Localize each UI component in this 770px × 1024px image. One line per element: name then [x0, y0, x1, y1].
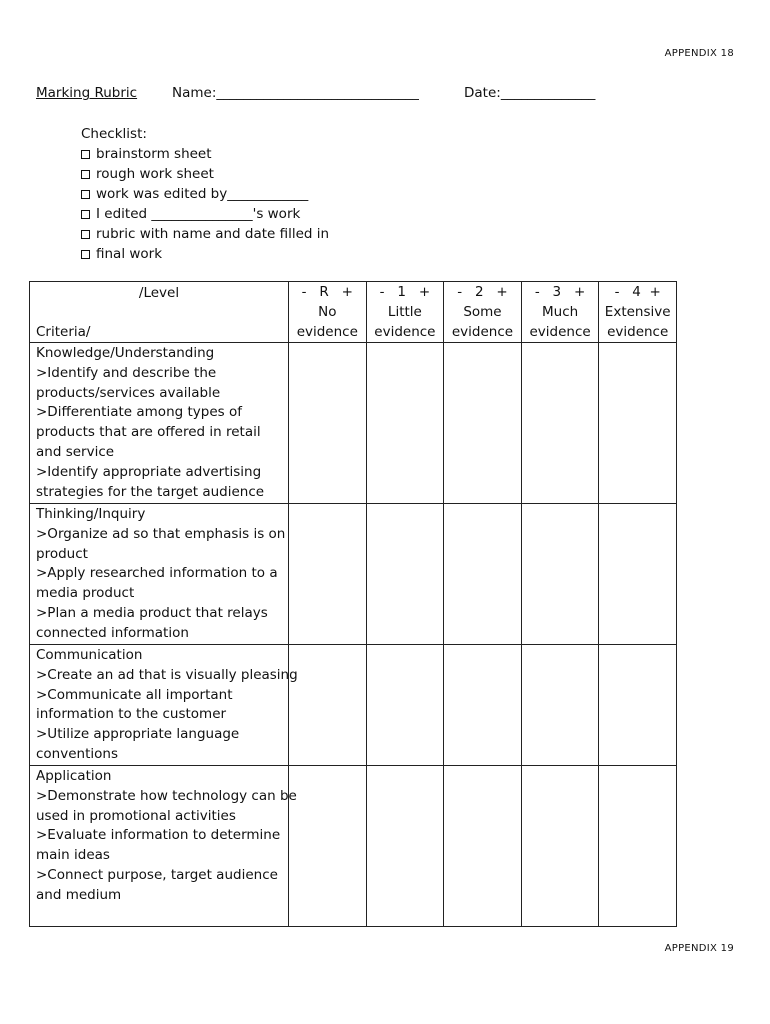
rubric-table: [29, 281, 677, 927]
criteria-line: used in promotional activities: [36, 807, 236, 824]
level-descriptor: evidence: [296, 324, 358, 340]
score-cell[interactable]: [289, 343, 367, 504]
level-header-3: [521, 282, 599, 343]
level-header-2: [444, 282, 522, 343]
criteria-line: conventions: [36, 745, 118, 762]
score-cell[interactable]: [521, 343, 599, 504]
score-cell[interactable]: [366, 504, 444, 645]
checklist-item[interactable]: [81, 224, 329, 244]
checkbox-icon[interactable]: [81, 170, 90, 179]
score-cell[interactable]: [289, 645, 367, 766]
score-cell[interactable]: [444, 504, 522, 645]
criteria-line: and service: [36, 443, 115, 460]
checklist-item[interactable]: [81, 164, 329, 184]
checkbox-icon[interactable]: [81, 150, 90, 159]
level-descriptor: No: [318, 304, 337, 320]
appendix-label-top: APPENDIX 18: [664, 48, 734, 59]
level-descriptor: Extensive: [604, 304, 671, 320]
criteria-heading: Communication: [36, 647, 143, 663]
date-field[interactable]: Date:______________: [464, 85, 596, 101]
criteria-level-header: [30, 282, 289, 343]
score-cell[interactable]: [444, 645, 522, 766]
criteria-line: >Organize ad so that emphasis is on: [36, 525, 286, 542]
checklist-item-label: final work: [96, 246, 163, 262]
score-cell[interactable]: [521, 645, 599, 766]
score-cell[interactable]: [599, 343, 677, 504]
checklist-item[interactable]: [81, 184, 329, 204]
level-descriptor: evidence: [374, 324, 436, 340]
table-row: [30, 766, 677, 927]
checkbox-icon[interactable]: [81, 190, 90, 199]
checklist-heading: Checklist:: [81, 126, 147, 142]
criteria-line: connected information: [36, 624, 189, 641]
criteria-line: >Create an ad that is visually pleasing: [36, 666, 298, 683]
criteria-line: >Apply researched information to a: [36, 565, 278, 582]
score-cell[interactable]: [366, 766, 444, 927]
criteria-line: >Demonstrate how technology can be: [36, 787, 297, 804]
checklist-item[interactable]: [81, 244, 329, 264]
criteria-line: >Plan a media product that relays: [36, 604, 268, 621]
table-header-row: [30, 282, 677, 343]
criteria-line: product: [36, 545, 88, 562]
level-mark: - 4 +: [614, 284, 661, 300]
checklist-item-label: rough work sheet: [96, 166, 214, 182]
rubric-title: Marking Rubric: [36, 85, 138, 101]
checklist: [81, 124, 329, 264]
checkbox-icon[interactable]: [81, 250, 90, 259]
criteria-line: >Utilize appropriate language: [36, 726, 240, 743]
rubric-header: [36, 85, 596, 101]
level-descriptor: Much: [541, 304, 579, 320]
criteria-line: products/services available: [36, 384, 221, 401]
criteria-line: media product: [36, 585, 135, 602]
criteria-line: >Differentiate among types of: [36, 404, 242, 421]
name-field[interactable]: Name:______________________________: [172, 85, 419, 101]
criteria-heading: Knowledge/Understanding: [36, 345, 215, 361]
checklist-item-label: rubric with name and date filled in: [96, 226, 330, 242]
criteria-line: products that are offered in retail: [36, 424, 261, 441]
level-descriptor: evidence: [607, 324, 669, 340]
score-cell[interactable]: [599, 645, 677, 766]
table-row: [30, 343, 677, 504]
level-axis-label: /Level: [138, 285, 180, 301]
score-cell[interactable]: [599, 504, 677, 645]
checkbox-icon[interactable]: [81, 230, 90, 239]
score-cell[interactable]: [521, 504, 599, 645]
criteria-cell-thinking: [30, 504, 289, 645]
table-row: [30, 645, 677, 766]
criteria-axis-label: Criteria/: [36, 324, 91, 340]
criteria-line: and medium: [36, 886, 122, 903]
criteria-line: >Evaluate information to determine: [36, 827, 281, 844]
score-cell[interactable]: [444, 343, 522, 504]
criteria-line: strategies for the target audience: [36, 483, 265, 500]
level-mark: - 3 +: [534, 284, 586, 300]
level-header-r: [289, 282, 367, 343]
score-cell[interactable]: [289, 766, 367, 927]
checkbox-icon[interactable]: [81, 210, 90, 219]
score-cell[interactable]: [599, 766, 677, 927]
score-cell[interactable]: [289, 504, 367, 645]
score-cell[interactable]: [366, 343, 444, 504]
criteria-heading: Thinking/Inquiry: [36, 506, 146, 522]
level-header-1: [366, 282, 444, 343]
criteria-line: main ideas: [36, 847, 110, 864]
criteria-line: information to the customer: [36, 706, 227, 723]
level-mark: - R +: [301, 284, 353, 300]
score-cell[interactable]: [444, 766, 522, 927]
checklist-item[interactable]: [81, 204, 329, 224]
checklist-item-label: I edited _______________'s work: [96, 206, 301, 222]
checklist-item-label: brainstorm sheet: [96, 146, 212, 162]
level-descriptor: evidence: [529, 324, 591, 340]
level-header-4: [599, 282, 677, 343]
level-descriptor: Some: [463, 304, 502, 320]
level-mark: - 1 +: [379, 284, 431, 300]
criteria-cell-knowledge: [30, 343, 289, 504]
level-mark: - 2 +: [457, 284, 508, 300]
checklist-item[interactable]: [81, 144, 329, 164]
score-cell[interactable]: [366, 645, 444, 766]
level-descriptor: Little: [387, 304, 422, 320]
criteria-line: >Connect purpose, target audience: [36, 866, 278, 883]
criteria-line: >Identify appropriate advertising: [36, 463, 262, 480]
criteria-cell-application: [30, 766, 297, 927]
criteria-line: >Identify and describe the: [36, 364, 217, 381]
appendix-label-bottom: APPENDIX 19: [664, 943, 734, 954]
score-cell[interactable]: [521, 766, 599, 927]
criteria-line: >Communicate all important: [36, 686, 233, 703]
checklist-item-label: work was edited by____________: [96, 186, 309, 202]
table-row: [30, 504, 677, 645]
criteria-heading: Application: [36, 768, 112, 784]
criteria-cell-communication: [30, 645, 298, 766]
level-descriptor: evidence: [451, 324, 514, 340]
